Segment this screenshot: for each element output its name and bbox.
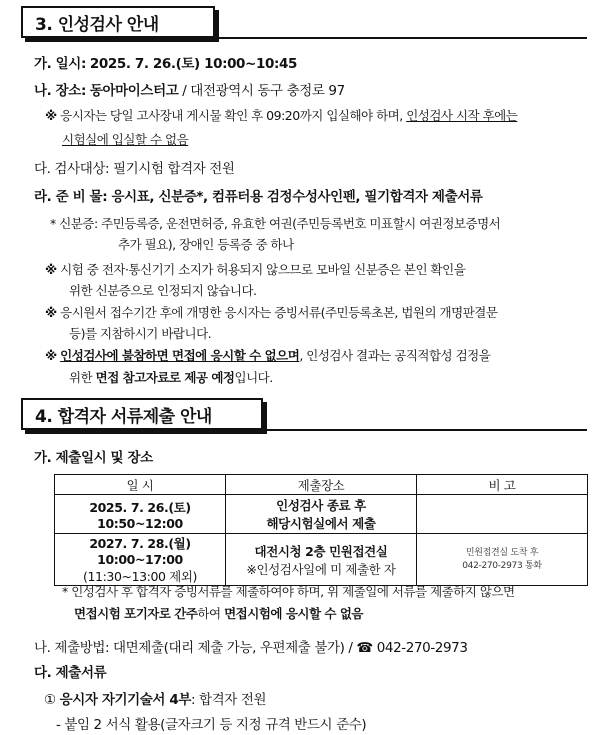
doc-1-sub: - 붙임 2 서식 활용(글자크기 등 지정 규격 반드시 준수) xyxy=(56,717,367,733)
table-row xyxy=(55,495,588,534)
row1-note xyxy=(417,495,588,534)
notice-3-line2-pre: 위한 xyxy=(69,370,96,385)
notice-3 xyxy=(45,346,490,364)
entry-note-text: 응시자는 당일 고사장내 게시물 확인 후 09:20까지 입실해야 하며, xyxy=(60,108,407,123)
section4-title: 4. 합격자 서류제출 안내 xyxy=(35,407,212,427)
row2-date-line2: (11:30~13:00 제외) xyxy=(83,569,197,584)
notice-1-line2: 위한 신분증으로 인정되지 않습니다. xyxy=(69,283,257,298)
row2-note-line2: 042-270-2973 통화 xyxy=(462,560,542,571)
table-header-date: 일 시 xyxy=(55,475,226,495)
note-mark: ※ xyxy=(45,108,57,123)
date-value: 2025. 7. 26.(토) 10:00~10:45 xyxy=(89,56,297,72)
table-row xyxy=(55,534,588,586)
id-mark: * xyxy=(50,216,56,231)
after-note xyxy=(62,582,515,600)
supplies: 라. 준 비 물: 응시표, 신분증*, 컴퓨터용 검정수성사인펜, 필기합격자 제출서류 xyxy=(34,189,483,205)
row2-note xyxy=(417,534,588,586)
after-note-mark: * xyxy=(62,584,68,599)
section4-title-box xyxy=(21,398,263,430)
notice-3-line2-post: 입니다. xyxy=(234,370,273,385)
place-address: 대전광역시 동구 충정로 97 xyxy=(190,83,345,99)
notice-3-bold: 인성검사에 불참하면 면접에 응시할 수 없으며 xyxy=(60,348,300,363)
notice-2-mark: ※ xyxy=(45,305,57,320)
row1-place-line2: 해당시험실에서 제출 xyxy=(266,516,376,531)
section3-rule xyxy=(217,37,587,39)
phone-number: 042-270-2973 xyxy=(372,640,468,656)
row2-date-line1: 2027. 7. 28.(월) 10:00~17:00 xyxy=(89,536,191,567)
date-label: 가. 일시: xyxy=(34,56,86,72)
row2-note-line1: 민원접견실 도착 후 xyxy=(465,547,539,558)
table-header-note: 비 고 xyxy=(417,475,588,495)
phone-icon: ☎ xyxy=(356,640,373,656)
notice-2 xyxy=(45,303,497,321)
schedule-heading: 가. 제출일시 및 장소 xyxy=(34,450,153,466)
notice-1-line1: 시험 중 전자·통신기기 소지가 허용되지 않으므로 모바일 신분증은 본인 확인을 xyxy=(60,262,466,277)
section3-title-box xyxy=(21,6,215,38)
table-header-row xyxy=(55,475,588,495)
section4-rule xyxy=(265,429,587,431)
section3-title: 3. 인성검사 안내 xyxy=(35,15,159,35)
id-line1: 신분증: 주민등록증, 운전면허증, 유효한 여권(주민등록번호 미표할시 여권정보증명서 xyxy=(59,216,501,231)
after-note-line2 xyxy=(74,604,363,622)
row2-date xyxy=(55,534,226,586)
after-note-bold2: 면접시험에 응시할 수 없음 xyxy=(224,606,363,621)
notice-3-rest: , 인성검사 결과는 공직적합성 검정을 xyxy=(299,348,491,363)
row1-date: 2025. 7. 26.(토) 10:50~12:00 xyxy=(55,495,226,534)
entry-note-underlined: 인성검사 시작 후에는 xyxy=(406,108,518,123)
after-note-mid: 하여 xyxy=(197,606,225,621)
exam-date xyxy=(34,52,297,72)
row1-place-line1: 인성검사 종료 후 xyxy=(276,498,366,513)
place-name: 동아마이스터고 xyxy=(89,83,179,99)
id-line2: 추가 필요), 장애인 등록증 중 하나 xyxy=(118,237,294,252)
notice-2-line2: 등)를 지참하시기 바랍니다. xyxy=(69,326,212,341)
after-note-line1: 인성검사 후 합격자 증빙서류를 제출하여야 하며, 위 제출일에 서류를 제출하지 않으면 xyxy=(71,584,515,599)
table-header-place: 제출장소 xyxy=(226,475,417,495)
row2-place xyxy=(226,534,417,586)
entry-note-line2: 시험실에 입실할 수 없음 xyxy=(62,132,189,147)
doc-1 xyxy=(44,688,266,708)
method-text: 나. 제출방법: 대면제출(대리 제출 가능, 우편제출 불가) / xyxy=(34,640,357,656)
notice-1-mark: ※ xyxy=(45,262,57,277)
exam-target: 다. 검사대상: 필기시험 합격자 전원 xyxy=(34,161,235,177)
row2-place-line2: ※인성검사일에 미 제출한 자 xyxy=(246,561,396,577)
after-note-bold1: 면접시험 포기자로 간주 xyxy=(74,606,198,621)
doc-1-rest: : 합격자 전원 xyxy=(190,692,267,708)
submit-method xyxy=(34,636,468,656)
submission-table xyxy=(54,474,588,586)
row1-place xyxy=(226,495,417,534)
id-note xyxy=(50,214,500,232)
notice-3-line2 xyxy=(69,368,273,386)
notice-2-line1: 응시원서 접수기간 후에 개명한 응시자는 증빙서류(주민등록초본, 법원의 개명판결문 xyxy=(60,305,498,320)
notice-3-mark: ※ xyxy=(45,348,57,363)
notice-1 xyxy=(45,260,465,278)
row2-place-line1: 대전시청 2층 민원접견실 xyxy=(254,543,388,559)
docs-heading: 다. 제출서류 xyxy=(34,665,107,681)
place-sep: / xyxy=(178,83,191,99)
place-label: 나. 장소: xyxy=(34,83,86,99)
doc-1-bold: 응시자 자기기술서 4부 xyxy=(59,692,191,708)
exam-place xyxy=(34,79,345,99)
doc-1-number: ① xyxy=(44,692,56,708)
entry-note xyxy=(45,106,517,124)
notice-3-line2-bold: 면접 참고자료로 제공 예정 xyxy=(95,370,235,385)
